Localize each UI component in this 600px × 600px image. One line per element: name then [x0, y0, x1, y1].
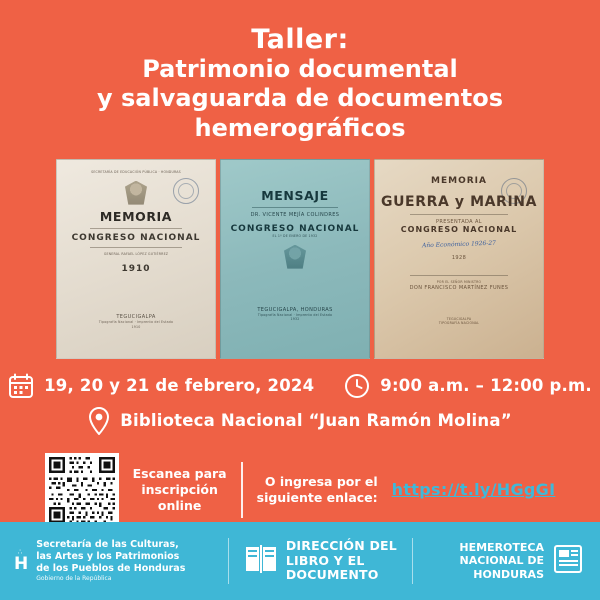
document-photos — [40, 159, 560, 359]
doc1-footer-2: Tipografía Nacional · Imprenta del Estado — [98, 320, 174, 325]
page-title — [0, 0, 600, 153]
date-time-row — [0, 373, 600, 399]
doc1-footer-1: TEGUCIGALPA — [116, 314, 156, 321]
doc3-footer-2: TIPOGRAFÍA NACIONAL — [438, 321, 480, 326]
qr-code-graphic — [49, 457, 115, 523]
divider — [90, 247, 182, 248]
doc2-line3: CONGRESO NACIONAL — [230, 223, 360, 234]
coat-of-arms-icon — [125, 181, 147, 205]
logo1-text — [36, 539, 185, 583]
link-caption — [257, 474, 378, 505]
document-photo-mensaje — [220, 159, 370, 359]
logo2-line-1: DIRECCIÓN DEL — [285, 537, 397, 553]
footer-divider — [228, 538, 229, 584]
clock-icon — [344, 373, 370, 399]
open-book-icon — [244, 544, 278, 578]
doc3-footer-1: TEGUCIGALPA — [446, 316, 472, 321]
doc3-year: 1928 — [451, 254, 467, 261]
logo3-text — [459, 541, 544, 581]
logo3-line-2: NACIONAL DE — [459, 554, 544, 568]
doc3-heading: GUERRA y MARINA — [381, 193, 537, 210]
logo-secretaria-culturas — [14, 539, 218, 583]
document-photo-memoria-congreso — [56, 159, 216, 359]
doc2-subheading: DR. VICENTE MEJÍA COLINDRES — [250, 211, 340, 218]
logo1-line-2: las Artes y los Patrimonios — [36, 551, 180, 563]
footer-logos — [0, 522, 600, 600]
vertical-divider — [241, 462, 243, 518]
doc2-heading: MENSAJE — [261, 187, 329, 203]
logo2-text — [286, 539, 397, 583]
title-line-3: y salvaguarda de documentos — [97, 84, 503, 113]
title-line-4: hemerográficos — [194, 113, 406, 142]
doc1-top-note: SECRETARÍA DE EDUCACIÓN PÚBLICA · HONDURAS — [91, 169, 181, 174]
logo3-line-1: HEMEROTECA — [459, 541, 544, 555]
event-date: 19, 20 y 21 de febrero, 2024 — [44, 376, 315, 396]
divider — [90, 228, 182, 229]
qr-caption-line-2: inscripción — [141, 482, 218, 498]
doc2-footer-3: 1932 — [290, 317, 300, 322]
doc1-year: 1910 — [121, 264, 151, 275]
coat-of-arms-icon — [284, 245, 306, 269]
logo-hemeroteca-nacional — [423, 541, 586, 581]
newspaper-icon — [552, 543, 586, 579]
location-pin-icon — [88, 407, 110, 435]
logo3-line-3: HONDURAS — [473, 567, 544, 581]
divider — [410, 214, 507, 215]
qr-caption-line-1: Escanea para — [132, 466, 227, 482]
logo1-line-1: Secretaría de las Culturas, — [36, 538, 179, 550]
doc3-line5: DON FRANCISCO MARTÍNEZ FUNES — [409, 284, 509, 291]
event-details — [0, 373, 600, 443]
registration-link[interactable]: https://t.ly/HGgGI — [391, 480, 556, 500]
divider — [252, 207, 338, 208]
footer-divider — [412, 538, 413, 584]
logo1-line-3: de los Pueblos de Honduras — [36, 563, 186, 575]
calendar-icon — [8, 373, 34, 399]
doc2-footer-2: Tipografía Nacional · Imprenta del Estado — [257, 312, 333, 317]
doc3-line4: POR EL SEÑOR MINISTRO — [436, 279, 482, 284]
logo2-line-3: DOCUMENTO — [285, 567, 379, 583]
location-row — [0, 407, 600, 435]
title-line-1: Taller: — [251, 24, 349, 55]
doc1-footer-3: 1910 — [131, 325, 141, 330]
doc2-line4: EL 1º DE ENERO DE 1932 — [272, 233, 318, 238]
link-caption-line-1: O ingresa por el — [264, 474, 378, 490]
logo2-line-2: LIBRO Y EL — [285, 552, 365, 568]
document-photo-guerra-marina — [374, 159, 544, 359]
doc1-subheading: CONGRESO NACIONAL — [71, 232, 201, 243]
qr-caption — [133, 466, 227, 513]
divider — [410, 275, 507, 276]
doc1-heading: MEMORIA — [99, 208, 173, 224]
doc3-line3: CONGRESO NACIONAL — [400, 224, 518, 234]
event-place: Biblioteca Nacional “Juan Ramón Molina” — [120, 411, 512, 431]
link-caption-line-2: siguiente enlace: — [256, 489, 378, 505]
h-monogram-icon: ∴ H — [14, 547, 29, 574]
doc2-footer-1: TEGUCIGALPA, HONDURAS — [257, 306, 333, 313]
doc3-top-note: MEMORIA — [431, 175, 487, 186]
doc3-subheading: PRESENTADA AL — [436, 218, 482, 225]
qr-code-icon[interactable] — [45, 453, 119, 527]
logo1-sub: Gobierno de la República — [36, 575, 112, 583]
doc3-handwritten-note: Año Económico 1926-27 — [421, 239, 497, 250]
doc1-line3: GENERAL RAFAEL LÓPEZ GUTIÉRREZ — [103, 251, 169, 256]
logo-direccion-libro — [239, 539, 402, 583]
qr-caption-line-3: online — [157, 497, 202, 513]
title-line-2: Patrimonio documental — [142, 55, 458, 84]
event-time: 9:00 a.m. – 12:00 p.m. — [380, 376, 592, 396]
registration-block — [0, 453, 600, 527]
